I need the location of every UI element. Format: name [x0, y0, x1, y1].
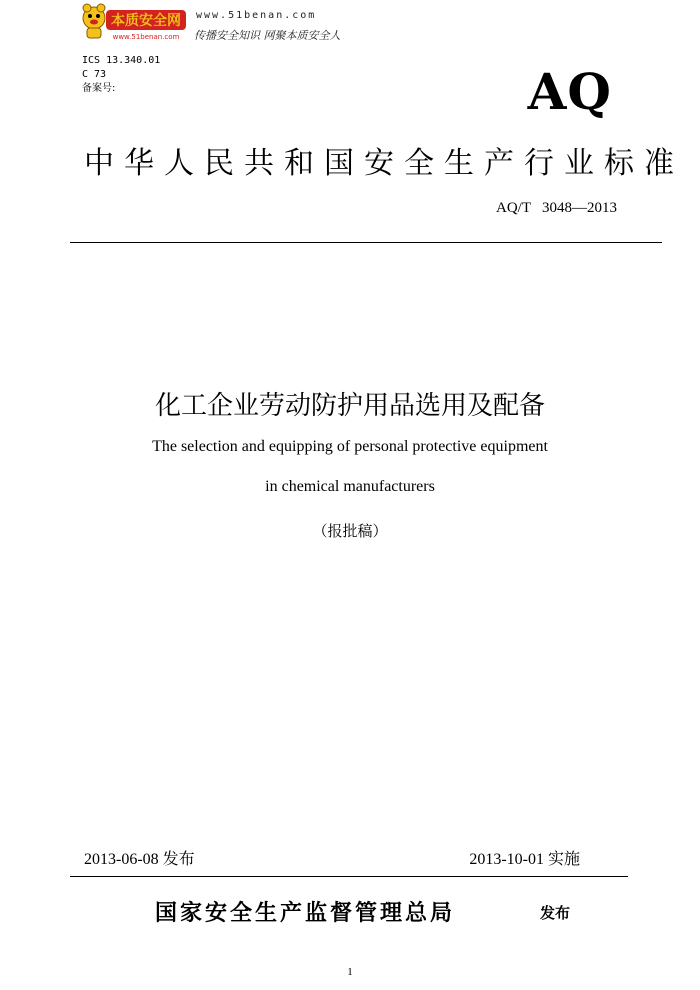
record-number: 备案号: — [82, 83, 116, 94]
draft-status: （报批稿） — [312, 522, 388, 540]
issuing-authority: 国家安全生产监督管理总局 — [155, 901, 456, 926]
ccs-code: C 73 — [82, 69, 107, 80]
site-url: www.51benan.com — [196, 10, 317, 21]
site-slogan: 传播安全知识 网聚本质安全人 — [194, 29, 341, 42]
document-title-en-line1: The selection and equipping of personal protective equipment — [152, 438, 548, 455]
site-logo — [80, 2, 188, 42]
issue-date: 2013-06-08 发布 — [84, 851, 195, 868]
footer-divider — [70, 876, 628, 877]
page-number: 1 — [347, 966, 353, 978]
logo-text: 本质安全网 — [111, 13, 181, 29]
document-title-cn: 化工企业劳动防护用品选用及配备 — [154, 391, 545, 421]
logo-url-text: www.51benan.com — [112, 33, 180, 41]
ics-code: ICS 13.340.01 — [82, 55, 161, 66]
mascot-icon — [83, 4, 105, 38]
header-divider — [70, 242, 662, 243]
document-title-en-line2: in chemical manufacturers — [265, 478, 435, 495]
aq-standard-mark: AQ — [527, 62, 612, 121]
implementation-date: 2013-10-01 实施 — [469, 851, 580, 868]
issuing-suffix: 发布 — [540, 904, 571, 922]
standard-number: AQ/T 3048—2013 — [496, 200, 617, 216]
standard-category: 中华人民共和国安全生产行业标准 — [84, 146, 684, 181]
